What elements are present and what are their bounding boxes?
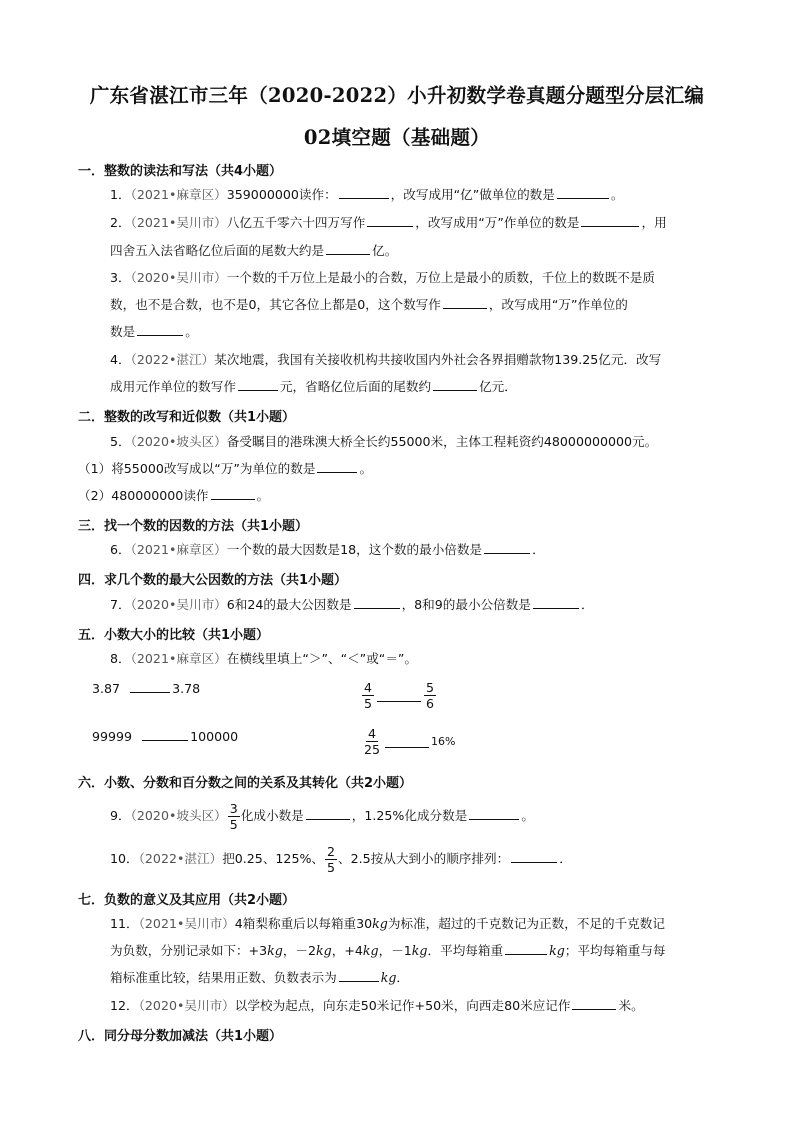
answer-blank[interactable] <box>238 379 278 391</box>
question-7: 7．（2020•吴川市）6和24的最大公因数是 ，8和9的最小公倍数是 ． <box>110 597 594 612</box>
question-source: （2020•吴川市） <box>138 998 235 1013</box>
question-source: （2021•麻章区） <box>130 187 227 202</box>
section-heading-2: 二．整数的改写和近似数（共1小题） <box>78 410 296 425</box>
answer-blank[interactable] <box>339 970 379 982</box>
answer-blank[interactable] <box>484 542 530 554</box>
section-heading-6: 六．小数、分数和百分数之间的关系及其转化（共2小题） <box>78 776 413 791</box>
question-source: （2022•湛江） <box>138 851 223 866</box>
page-subtitle: 02填空题（基础题） <box>303 126 491 149</box>
question-number: 1． <box>110 187 131 202</box>
answer-blank[interactable] <box>557 187 609 199</box>
fraction: $\frac{4}{25}$ <box>364 726 381 757</box>
question-5-part-2: （2）480000000读作 。 <box>78 488 270 503</box>
answer-blank[interactable] <box>142 729 188 741</box>
answer-blank[interactable] <box>317 461 357 473</box>
answer-blank[interactable] <box>433 379 477 391</box>
page-title: 广东省湛江市三年（2020-2022）小升初数学卷真题分题型分层汇编 <box>89 84 705 107</box>
fraction: $\frac{3}{5}$ <box>229 801 238 832</box>
answer-blank[interactable] <box>211 488 255 500</box>
question-source: （2020•吴川市） <box>130 597 227 612</box>
question-3: 3．（2020•吴川市）一个数的千万位上是最小的合数，万位上是最小的质数，千位上的数既不是质 <box>110 270 655 285</box>
fraction: $\frac{5}{6}$ <box>426 680 435 711</box>
question-source: （2022•湛江） <box>130 352 215 367</box>
answer-blank[interactable] <box>511 851 557 863</box>
question-1: 1．（2021•麻章区）359000000读作： ，改写成用“亿”做单位的数是 。 <box>110 187 624 202</box>
answer-blank[interactable] <box>354 597 400 609</box>
answer-blank[interactable] <box>443 297 487 309</box>
answer-blank[interactable] <box>581 215 639 227</box>
section-heading-5: 五．小数大小的比较（共1小题） <box>78 628 270 643</box>
question-3-cont: 数，也不是合数，也不是0，其它各位上都是0，这个数写作 ，改写成用“万”作单位的 <box>110 297 628 312</box>
compare-item-1: 3.87 3.78 <box>92 681 201 696</box>
answer-blank[interactable] <box>326 243 370 255</box>
answer-blank[interactable] <box>385 736 429 748</box>
question-5-part-1: （1）将55000改写成以“万”为单位的数是 。 <box>78 461 373 476</box>
question-4-cont: 成用元作单位的数写作 元，省略亿位后面的尾数约 亿元． <box>110 379 517 394</box>
answer-blank[interactable] <box>377 690 421 702</box>
answer-blank[interactable] <box>505 943 547 955</box>
fraction: $\frac{4}{5}$ <box>364 680 373 711</box>
answer-blank[interactable] <box>367 215 413 227</box>
question-2-cont: 四舍五入法省略亿位后面的尾数大约是 亿。 <box>110 243 398 258</box>
answer-blank[interactable] <box>469 808 519 820</box>
fraction: $\frac{2}{5}$ <box>327 844 336 875</box>
question-source: （2021•麻章区） <box>130 542 227 557</box>
question-2: 2．（2021•吴川市）八亿五千零六十四万写作 ，改写成用“万”作单位的数是 ，用 <box>110 215 667 230</box>
answer-blank[interactable] <box>339 187 389 199</box>
section-heading-3: 三．找一个数的因数的方法（共1小题） <box>78 519 309 534</box>
question-5: 5．（2020•坡头区）备受瞩目的港珠澳大桥全长约55000米，主体工程耗资约48000000000元。 <box>110 434 658 449</box>
answer-blank[interactable] <box>137 324 183 336</box>
section-heading-7: 七．负数的意义及其应用（共2小题） <box>78 893 296 908</box>
question-9: 9．（2020•坡头区） $\frac{3}{5}$ 化成小数是 ，1.25%化成分数是 。 <box>110 801 534 832</box>
question-4: 4．（2022•湛江）某次地震，我国有关接收机构共接收国内外社会各界捐赠款物139.25亿元．改写 <box>110 352 662 367</box>
question-10: 10．（2022•湛江）把0.25、125%、 $\frac{2}{5}$ 、2.5按从大到小的顺序排列： ． <box>110 844 572 875</box>
question-source: （2020•坡头区） <box>130 808 227 823</box>
section-heading-1: 一．整数的读法和写法（共4小题） <box>78 164 283 179</box>
question-3-cont2: 数是 。 <box>110 324 198 339</box>
question-11-cont: 为负数，分别记录如下：+3kg，－2kg，+4kg，－1kg．平均每箱重 kg；平均每箱重与每 <box>110 943 666 958</box>
question-source: （2020•吴川市） <box>130 270 227 285</box>
compare-item-4: $\frac{4}{25}$ 16% <box>364 726 456 757</box>
compare-item-2 <box>361 680 437 711</box>
question-source: （2021•吴川市） <box>130 215 227 230</box>
question-source: （2020•坡头区） <box>130 434 227 449</box>
section-heading-4: 四．求几个数的最大公因数的方法（共1小题） <box>78 573 348 588</box>
question-source: （2021•麻章区） <box>130 651 227 666</box>
question-8: 8．（2021•麻章区）在横线里填上“＞”、“＜”或“＝”。 <box>110 651 418 666</box>
section-heading-8: 八．同分母分数加减法（共1小题） <box>78 1029 283 1044</box>
question-12: 12．（2020•吴川市）以学校为起点，向东走50米记作+50米，向西走80米应记作 米。 <box>110 998 644 1013</box>
answer-blank[interactable] <box>572 998 616 1010</box>
compare-item-3: 99999 100000 <box>92 729 239 744</box>
question-source: （2021•吴川市） <box>138 916 235 931</box>
question-11-cont2: 箱标准重比较，结果用正数、负数表示为 kg． <box>110 970 409 985</box>
answer-blank[interactable] <box>533 597 579 609</box>
answer-blank[interactable] <box>130 681 170 693</box>
answer-blank[interactable] <box>306 808 350 820</box>
question-6: 6．（2021•麻章区）一个数的最大因数是18，这个数的最小倍数是 ． <box>110 542 545 557</box>
question-11: 11．（2021•吴川市）4箱梨称重后以每箱重30kg为标准，超过的千克数记为正数，不足的千克数记 <box>110 916 665 931</box>
